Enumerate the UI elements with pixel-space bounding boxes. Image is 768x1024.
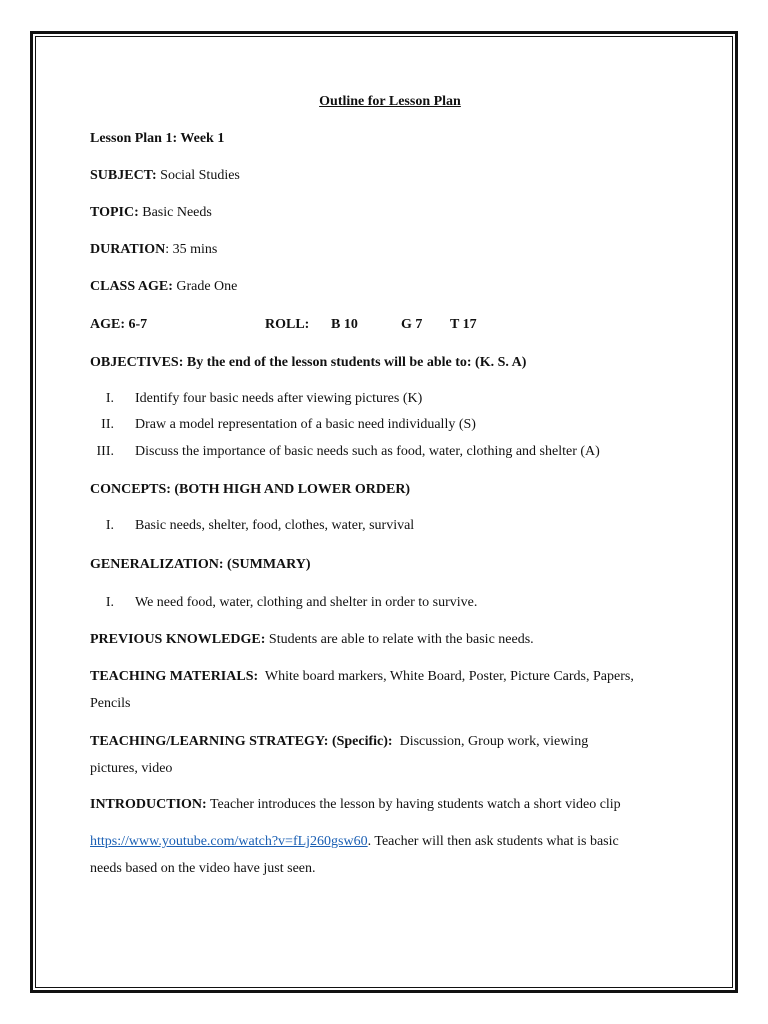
subject-value: Social Studies bbox=[160, 168, 240, 183]
topic-row bbox=[90, 205, 212, 221]
generalization-item bbox=[90, 595, 690, 615]
age-value: AGE: 6-7 bbox=[90, 317, 148, 332]
introduction-value: Teacher introduces the lesson by having students watch a short video clip bbox=[209, 797, 621, 812]
previous-knowledge-row bbox=[90, 632, 534, 648]
previous-knowledge-label: PREVIOUS KNOWLEDGE: bbox=[90, 632, 266, 647]
objective-numeral: II. bbox=[101, 417, 114, 432]
objectives-heading: OBJECTIVES: By the end of the lesson students will be able to: (K. S. A) bbox=[90, 355, 527, 370]
objective-item bbox=[90, 444, 690, 464]
duration-row bbox=[90, 242, 217, 258]
age-roll-row bbox=[90, 317, 690, 337]
objective-text: Discuss the importance of basic needs such as food, water, clothing and shelter (A) bbox=[135, 444, 600, 459]
duration-label: DURATION bbox=[90, 242, 166, 257]
teaching-materials-label: TEACHING MATERIALS: bbox=[90, 669, 259, 684]
objective-text: Draw a model representation of a basic need individually (S) bbox=[135, 417, 476, 432]
generalization-heading: GENERALIZATION: (SUMMARY) bbox=[90, 557, 311, 572]
roll-total: T 17 bbox=[450, 317, 477, 332]
objective-text: Identify four basic needs after viewing pictures (K) bbox=[135, 391, 423, 406]
teaching-materials-value: White board markers, White Board, Poster, Picture Cards, Papers, bbox=[264, 669, 634, 684]
strategy-label: TEACHING/LEARNING STRATEGY: (Specific): bbox=[90, 734, 393, 749]
teaching-materials-continued: Pencils bbox=[90, 696, 131, 711]
topic-value: Basic Needs bbox=[142, 205, 212, 220]
introduction-link-row bbox=[90, 834, 619, 850]
concept-item bbox=[90, 518, 690, 538]
introduction-row bbox=[90, 797, 621, 813]
class-age-value: Grade One bbox=[176, 279, 238, 294]
objective-item bbox=[90, 417, 690, 437]
previous-knowledge-value: Students are able to relate with the basic needs. bbox=[268, 632, 534, 647]
strategy-row bbox=[90, 734, 588, 750]
strategy-continued: pictures, video bbox=[90, 761, 173, 776]
concepts-heading: CONCEPTS: (BOTH HIGH AND LOWER ORDER) bbox=[90, 482, 411, 497]
introduction-continued: needs based on the video have just seen. bbox=[90, 861, 316, 876]
subject-label: SUBJECT: bbox=[90, 168, 157, 183]
objective-item bbox=[90, 391, 690, 411]
roll-boys: B 10 bbox=[331, 317, 358, 332]
introduction-after-link: . Teacher will then ask students what is basic bbox=[367, 834, 619, 849]
teaching-materials-row bbox=[90, 669, 634, 685]
subject-row bbox=[90, 168, 240, 184]
introduction-label: INTRODUCTION: bbox=[90, 797, 207, 812]
concept-text: Basic needs, shelter, food, clothes, water, survival bbox=[135, 518, 415, 533]
generalization-numeral: I. bbox=[105, 595, 114, 610]
class-age-label: CLASS AGE: bbox=[90, 279, 173, 294]
document-title: Outline for Lesson Plan bbox=[319, 94, 461, 109]
generalization-text: We need food, water, clothing and shelter in order to survive. bbox=[135, 595, 478, 610]
strategy-value: Discussion, Group work, viewing bbox=[399, 734, 589, 749]
concept-numeral: I. bbox=[105, 518, 114, 533]
duration-value: : 35 mins bbox=[165, 242, 218, 257]
class-age-row bbox=[90, 279, 237, 295]
lesson-plan-week: Lesson Plan 1: Week 1 bbox=[90, 131, 225, 146]
roll-label: ROLL: bbox=[265, 317, 310, 332]
roll-girls: G 7 bbox=[401, 317, 423, 332]
objective-numeral: I. bbox=[105, 391, 114, 406]
topic-label: TOPIC: bbox=[90, 205, 139, 220]
video-link[interactable]: https://www.youtube.com/watch?v=fLj260gsw60 bbox=[90, 834, 368, 849]
objective-numeral: III. bbox=[96, 444, 114, 459]
